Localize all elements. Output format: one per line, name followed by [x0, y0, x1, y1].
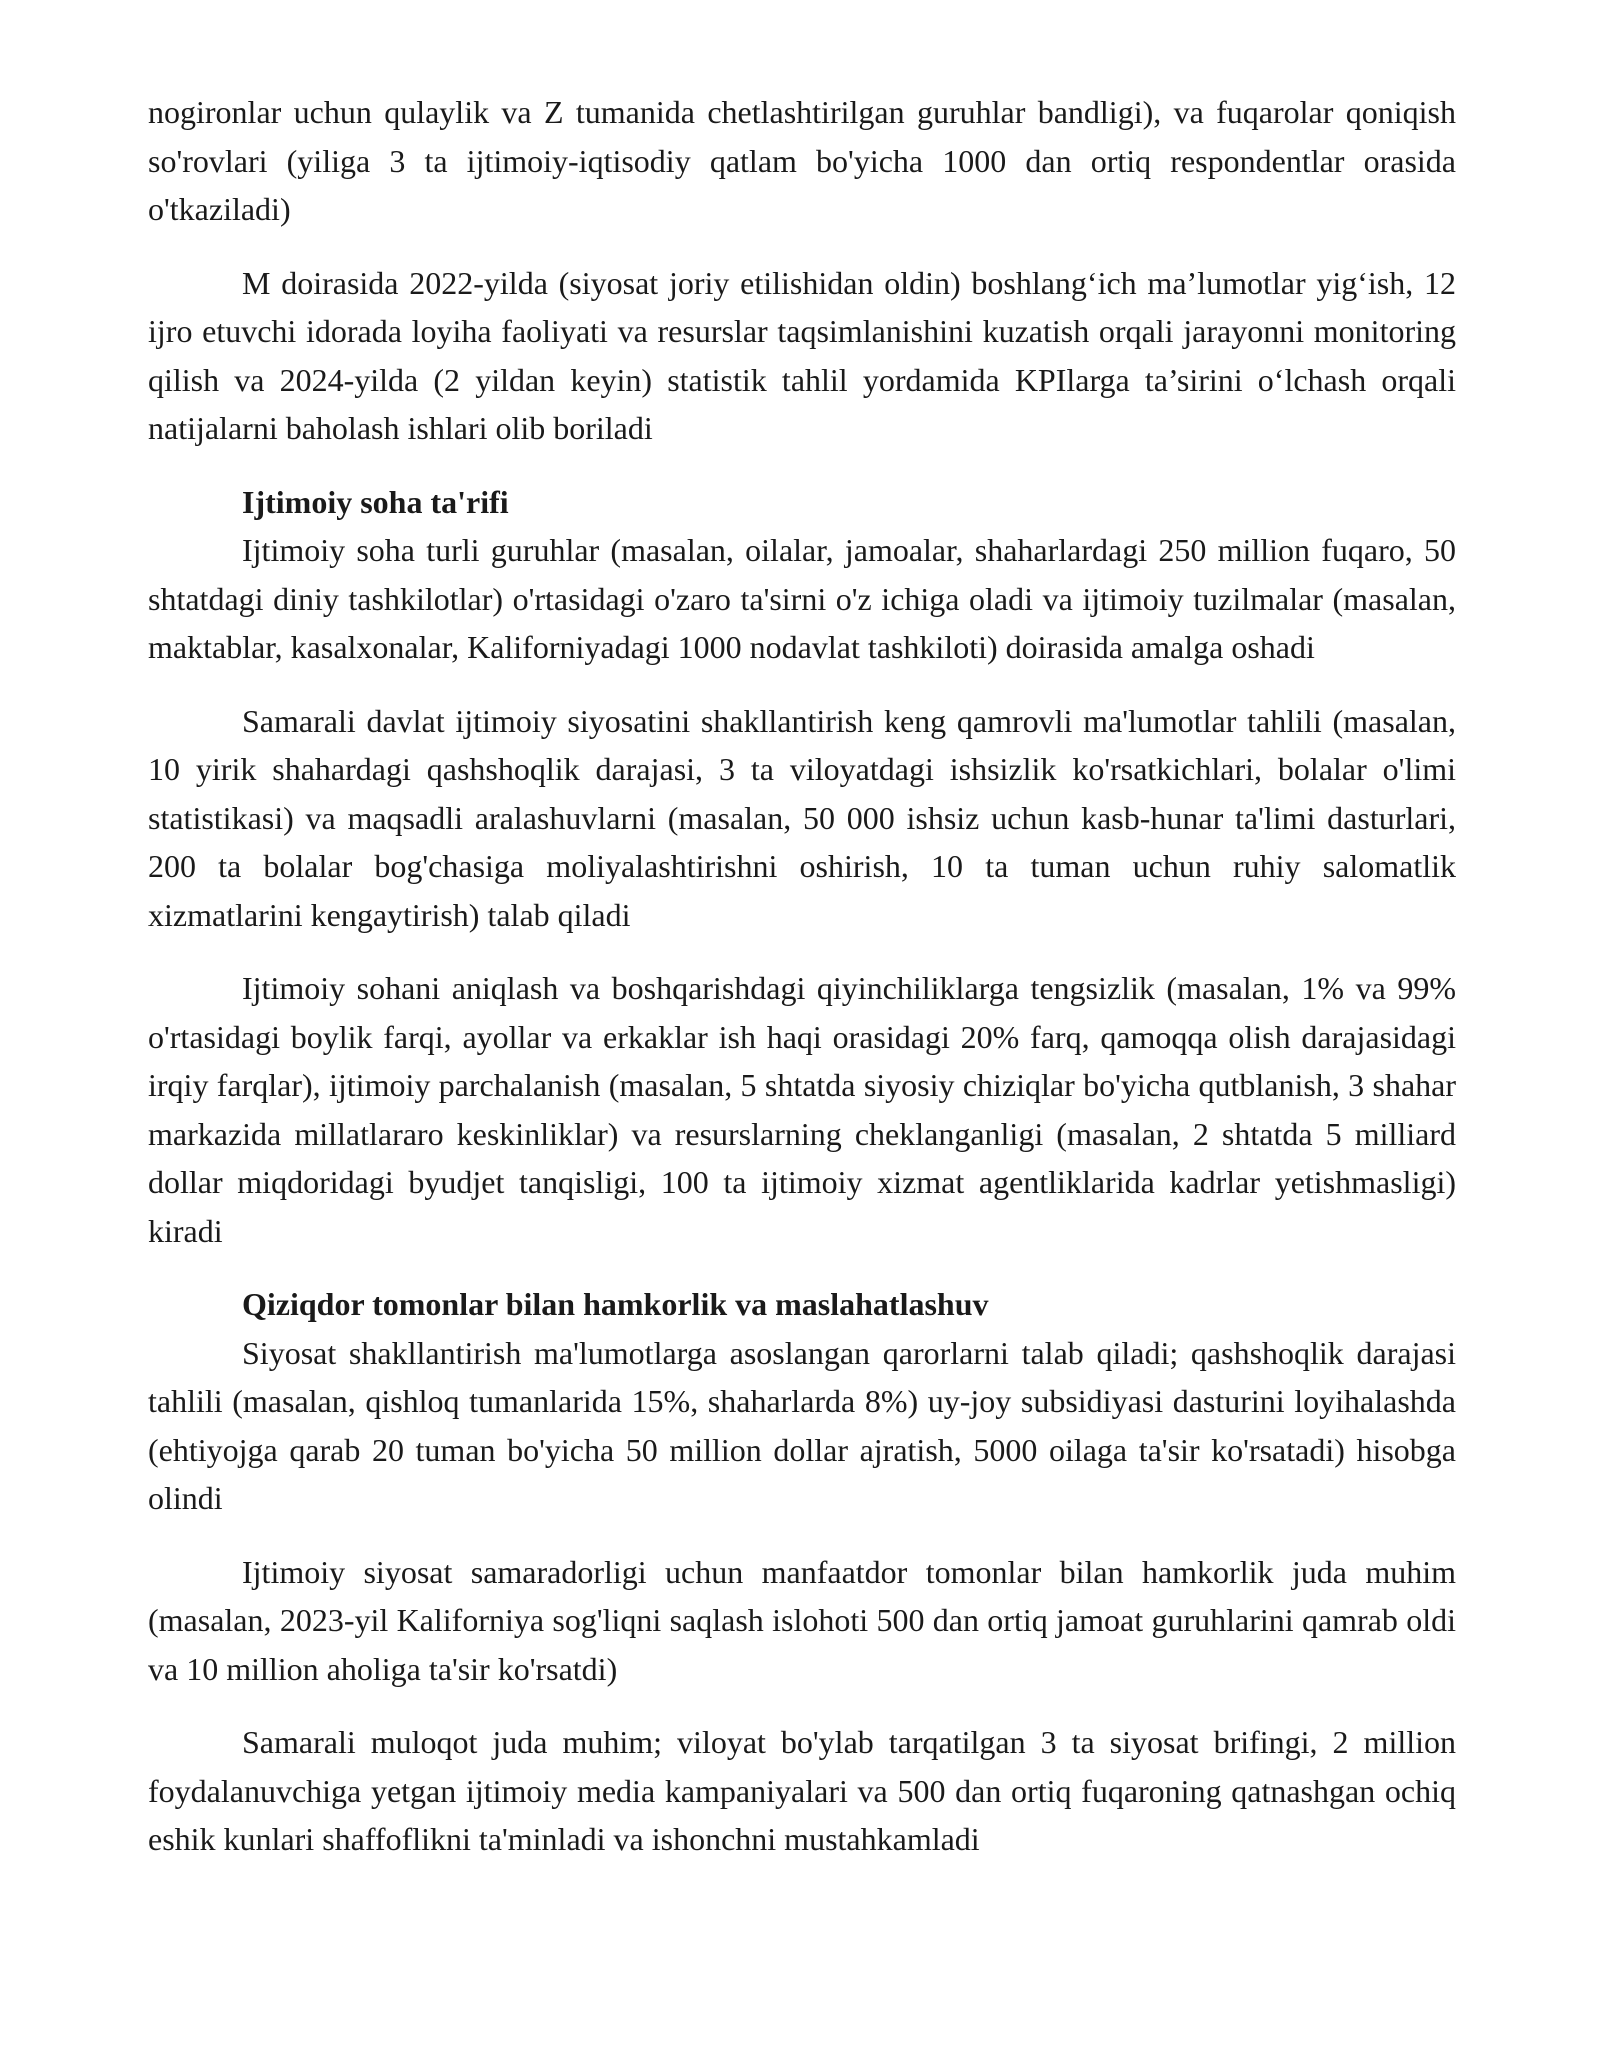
paragraph-challenges: Ijtimoiy sohani aniqlash va boshqarishdagi qiyinchiliklarga tengsizlik (masalan, 1% va 99% o'rtasidagi boylik farqi, ayollar va erkaklar ish haqi orasidagi 20% farq, qamoqqa olish darajasidagi irqiy farqlar), ijtimoiy parchalanish (masalan, 5 shtatda siyosiy chiziqlar bo'yicha qutblanish, 3 shahar markazida millatlararo keskinliklar) va resurslarning cheklanganligi (masalan, 2 shtatda 5 milliard dollar miqdoridagi byudjet tanqisligi, 100 ta ijtimoiy xizmat agentliklarida kadrlar yetishmasligi) kiradi: [148, 970, 1456, 1249]
paragraph-effective-policy: Samarali davlat ijtimoiy siyosatini shakllantirish keng qamrovli ma'lumotlar tahlili (masalan, 10 yirik shahardagi qashshoqlik darajasi, 3 ta viloyatdagi ishsizlik ko'rsatkichlari, bolalar o'limi statistikasi) va maqsadli aralashuvlarni (masalan, 50 000 ishsiz uchun kasb-hunar ta'limi dasturlari, 200 ta bolalar bog'chasiga moliyalashtirishni oshirish, 10 ta tuman uchun ruhiy salomatlik xizmatlarini kengaytirish) talab qiladi: [148, 702, 1456, 933]
section-heading-social-sphere: Ijtimoiy soha ta'rifi: [242, 483, 509, 520]
paragraph-communication: Samarali muloqot juda muhim; viloyat bo'ylab tarqatilgan 3 ta siyosat brifingi, 2 million foydalanuvchiga yetgan ijtimoiy media kampaniyalari va 500 dan ortiq fuqaroning qatnashgan ochiq eshik kunlari shaffoflikni ta'minladi va ishonchni mustahkamladi: [148, 1724, 1456, 1857]
section-heading-stakeholders: Qiziqdor tomonlar bilan hamkorlik va maslahatlashuv: [242, 1286, 989, 1322]
paragraph-data-driven-decisions: Siyosat shakllantirish ma'lumotlarga asoslangan qarorlarni talab qiladi; qashshoqlik darajasi tahlili (masalan, qishloq tumanlarida 15%, shaharlarda 8%) uy-joy subsidiyasi dasturini loyihalashda (ehtiyojga qarab 20 tuman bo'yicha 50 million dollar ajratish, 5000 oilaga ta'sir ko'rsatadi) hisobga olindi: [148, 1334, 1456, 1516]
paragraph-stakeholder-cooperation: Ijtimoiy siyosat samaradorligi uchun manfaatdor tomonlar bilan hamkorlik juda muhim (masalan, 2023-yil Kaliforniya sog'liqni saqlash islohoti 500 dan ortiq jamoat guruhlarini qamrab oldi va 10 million aholiga ta'sir ko'rsatdi): [148, 1553, 1456, 1687]
paragraph-continuation: nogironlar uchun qulaylik va Z tumanida chetlashtirilgan guruhlar bandligi), va fuqarolar qoniqish so'rovlari (yiliga 3 ta ijtimoiy-iqtisodiy qatlam bo'yicha 1000 dan ortiq respondentlar orasida o'tkaziladi): [148, 94, 1456, 227]
document-page: [148, 88, 1456, 1864]
paragraph-social-sphere-definition: Ijtimoiy soha turli guruhlar (masalan, oilalar, jamoalar, shaharlardagi 250 million fuqaro, 50 shtatdagi diniy tashkilotlar) o'rtasidagi o'zaro ta'sirni o'z ichiga oladi va ijtimoiy tuzilmalar (masalan, maktablar, kasalxonalar, Kaliforniyadagi 1000 nodavlat tashkiloti) doirasida amalga oshadi: [148, 532, 1456, 665]
paragraph-monitoring: M doirasida 2022-yilda (siyosat joriy etilishidan oldin) boshlang‘ich ma’lumotlar yig‘ish, 12 ijro etuvchi idorada loyiha faoliyati va resurslar taqsimlanishini kuzatish orqali jarayonni monitoring qilish va 2024-yilda (2 yildan keyin) statistik tahlil yordamida KPIlarga ta’sirini o‘lchash orqali natijalarni baholash ishlari olib boriladi: [148, 264, 1456, 446]
